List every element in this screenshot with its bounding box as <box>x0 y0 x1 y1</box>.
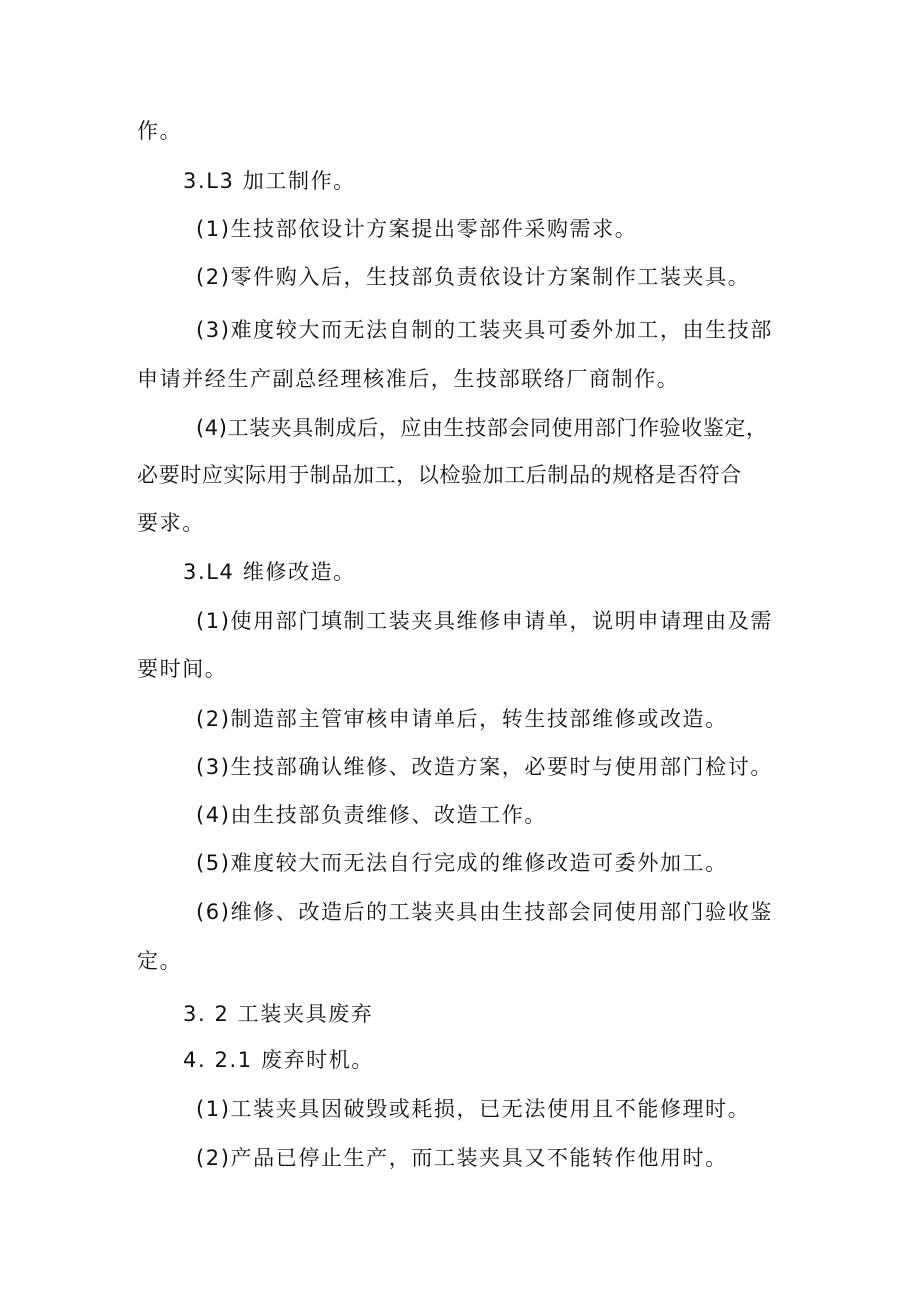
list-item: (3)难度较大而无法自制的工装夹具可委外加工，由生技部 <box>196 318 773 342</box>
list-item: (2)零件购入后，生技部负责依设计方案制作工装夹具。 <box>196 265 751 289</box>
section-heading: 3. 2 工装夹具废弃 <box>183 1002 374 1026</box>
paragraph-line: 作。 <box>137 119 183 143</box>
section-heading: 4. 2.1 废弃时机。 <box>183 1048 374 1072</box>
list-item: (1)使用部门填制工装夹具维修申请单，说明申请理由及需 <box>196 609 773 633</box>
list-item: (1)生技部依设计方案提出零部件采购需求。 <box>196 217 638 241</box>
list-item: (2)制造部主管审核申请单后，转生技部维修或改造。 <box>196 707 728 731</box>
list-item: (6)维修、改造后的工装夹具由生技部会同使用部门验收鉴 <box>196 900 773 924</box>
list-item: (4)由生技部负责维修、改造工作。 <box>196 803 547 827</box>
list-item: (1)工装夹具因破毁或耗损，已无法使用且不能修理时。 <box>196 1097 751 1121</box>
paragraph-line: 申请并经生产副总经理核准后，生技部联络厂商制作。 <box>137 367 680 391</box>
paragraph-line: 必要时应实际用于制品加工，以检验加工后制品的规格是否符合 <box>137 463 742 487</box>
section-heading: 3.L4 维修改造。 <box>183 560 356 584</box>
list-item: (2)产品已停止生产，而工装夹具又不能转作他用时。 <box>196 1146 728 1170</box>
paragraph-line: 要求。 <box>137 511 205 535</box>
list-item: (4)工装夹具制成后，应由生技部会同使用部门作验收鉴定， <box>196 416 768 440</box>
list-item: (3)生技部确认维修、改造方案，必要时与使用部门检讨。 <box>196 755 773 779</box>
paragraph-line: 要时间。 <box>137 657 228 681</box>
paragraph-line: 定。 <box>137 949 183 973</box>
list-item: (5)难度较大而无法自行完成的维修改造可委外加工。 <box>196 851 728 875</box>
section-heading: 3.L3 加工制作。 <box>183 169 356 193</box>
